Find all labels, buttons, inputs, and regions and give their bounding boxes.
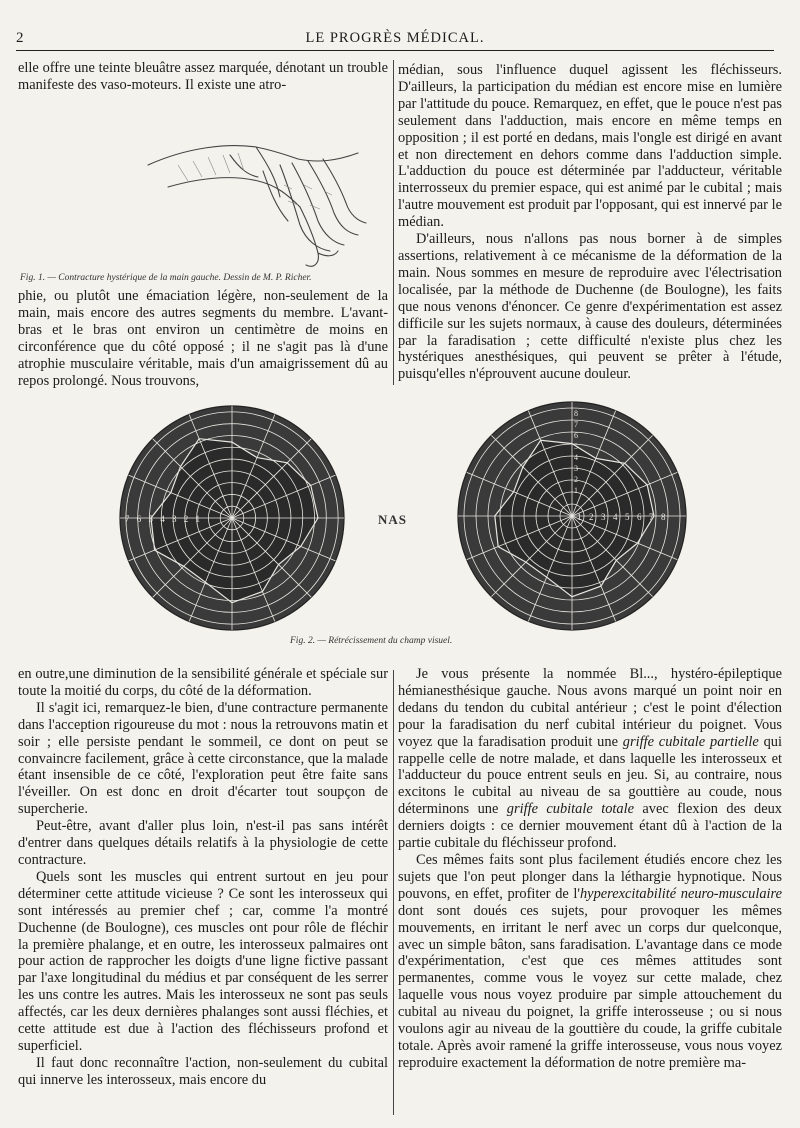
- right-column-top: [398, 62, 782, 383]
- left-bottom-paragraph-1: [18, 666, 388, 700]
- right-chart-scale-label: 2: [588, 512, 594, 522]
- left-column-bottom: [18, 666, 388, 1089]
- left-chart-scale-label: 5: [148, 514, 153, 524]
- figure1-caption: Fig. 1. — Contracture hystérique de la main gauche. Dessin de M. P. Richer.: [20, 273, 312, 283]
- right-chart-vertical-label: 7: [574, 420, 578, 429]
- right-bottom-paragraph-1: [398, 666, 782, 852]
- text-run: Je vous présente la nommée Bl..., hystéro-épileptique hémianesthésique gauche. Nous avons marqué un point noir en dedans du tendon du cubital antérieur ; c'est le point d'élection pour la faradisation du nerf cubital intérieur du poignet. Vous voyez que la faradisation produit une: [398, 666, 782, 750]
- hand-drawing: [18, 125, 383, 283]
- right-bottom-paragraph-2: [398, 852, 782, 1072]
- left-column-mid: [18, 288, 388, 389]
- figure2-caption: Fig. 2. — Rétrécissement du champ visuel.: [290, 636, 453, 646]
- right-chart-vertical-label: 8: [574, 409, 578, 418]
- right-column-bottom: [398, 666, 782, 1072]
- column-divider-top: [393, 60, 394, 385]
- left-chart-scale-label: 7: [124, 514, 130, 524]
- left-chart-scale-label: 1: [195, 514, 201, 524]
- journal-title: LE PROGRÈS MÉDICAL.: [305, 30, 485, 46]
- text-run: qui rappelle celle de notre malade, et dans laquelle les interosseux et l'adducteur du pouce entrent seuls en jeu. Si, au contraire, nous excitons le cubital au niveau de sa gouttière au coude, nous déterminons une: [398, 733, 782, 818]
- left-bottom-paragraph-2: Il s'agit ici, remarquez-le bien, d'une contracture permanente dans l'acception rigoureuse du mot : nous la retrouvons matin et soir ; elle persiste pendant le sommeil, ce dont on peut se convaincre facilement, grâce à cette circonstance, que la malade étant insensible de ce côté, l'exploration peut être faite sans l'éveiller. On est donc en droit d'écarter tout soupçon de supercherie.: [18, 699, 388, 818]
- italic-term: griffe cubitale totale: [506, 801, 634, 818]
- right-chart-vertical-label: 6: [574, 431, 578, 440]
- paragraph-rest: une diminution de la sensibilité générale et spéciale sur toute la moitié du corps, du côté de la déformation.: [18, 666, 388, 699]
- right-chart-scale-label: 7: [648, 512, 654, 522]
- header-rule: [16, 50, 774, 51]
- left-chart-scale-label: 2: [183, 514, 189, 524]
- column-divider-bottom: [393, 670, 394, 1115]
- right-chart-vertical-label: 5: [574, 442, 578, 451]
- right-top-paragraph-1: médian, sous l'influence duquel agissent les fléchisseurs. D'ailleurs, la participation du médian est encore mise en lumière par l'attitude du pouce. Remarquez, en effet, que le pouce n'est pas seulement dans l'adduction, mais encore en même temps en opposition ; il est porté en dedans, mais l'ongle est dirigé en avant et non directement en dehors comme dans l'adduction simple. L'adduction du pouce est déterminée par l'adducteur, véritable interrosseux du premier espace, qui est animé par le cubital ; mais l'autre mouvement est produit par l'opposant, qui est innervé par le médian.: [398, 62, 782, 231]
- right-chart-scale-label: 5: [624, 512, 630, 522]
- right-chart-scale-label: 6: [636, 512, 642, 522]
- paragraph-start: en outre,: [18, 666, 69, 682]
- figure-hand-contracture: [18, 125, 383, 283]
- right-chart-scale-label: 8: [660, 512, 666, 522]
- left-bottom-paragraph-4: Quels sont les muscles qui entrent surtout en jeu pour déterminer cette attitude vicieuse ? Ce sont les interosseux qui sont intéressés au premier chef ; car, comme l'a montré Duchenne (de Boulogne), ces muscles ont pour rôle de fléchir la première phalange, et en outre, les interosseux palmaires ont pour action de rapprocher les doigts d'une ligne fictive passant par l'axe longitudinal du médius et par conséquent de les serrer les uns contre les autres. Mais les interosseux ne sont pas seuls affectés, car les deux dernières phalanges sont aussi fléchies, et cette attitude est due à l'action des fléchisseurs profond et superficiel.: [18, 868, 388, 1054]
- running-header: [16, 30, 774, 50]
- page-number: 2: [16, 30, 24, 46]
- right-chart-vertical-label: 1: [574, 486, 578, 495]
- text-run: Ces mêmes faits sont plus facilement étudiés encore chez les sujets que l'on peut plonger dans la léthargie hypnotique. Nous pouvons, en effet, profiter de l': [398, 851, 782, 902]
- right-chart-vertical-label: 3: [574, 464, 578, 473]
- italic-term: griffe cubitale partielle: [622, 733, 759, 750]
- italic-term: hyperexcitabilité neuro-musculaire: [579, 885, 782, 902]
- left-chart-scale-label: 3: [171, 514, 177, 524]
- left-chart-scale-label: 4: [160, 514, 165, 524]
- left-chart-scale-label: 6: [136, 514, 142, 524]
- nasal-marker: NAS: [378, 512, 408, 527]
- left-bottom-paragraph-3: Peut-être, avant d'aller plus loin, n'est-il pas sans intérêt d'entrer dans quelques détails relatifs à la physiologie de cette contracture.: [18, 818, 388, 868]
- text-run: dont sont doués ces sujets, pour provoquer les mêmes mouvements, en irritant le nerf avec un corps dur quelconque, avec un simple bâton, sans faradisation. L'avantage dans ce mode d'expérimentation, c'est que ces mêmes attitudes sont permanentes, comme vous le voyez sur cette malade, chez laquelle vous nous voyez produire par simple attouchement du cubital au niveau du poignet, la griffe interosseuse ; ou si nous voulons agir au niveau de la gouttière du coude, la griffe cubitale totale. Après avoir ramené la griffe interosseuse, vous nous voyez reproduire exactement la déformation de notre première ma-: [398, 902, 782, 1071]
- text-run: avec flexion des deux derniers doigts : ce dernier mouvement étant dû à l'action de la partie cubitale du fléchisseur profond.: [398, 801, 782, 852]
- right-chart-vertical-label: 4: [574, 453, 578, 462]
- right-chart-scale-label: 3: [600, 512, 606, 522]
- left-top-text: elle offre une teinte bleuâtre assez marquée, dénotant un trouble manifeste des vaso-moteurs. Il existe une atro-: [18, 60, 388, 93]
- right-chart-vertical-label: 2: [574, 475, 578, 484]
- right-chart-scale-label: 4: [612, 512, 618, 522]
- left-mid-text: phie, ou plutôt une émaciation légère, non-seulement de la main, mais encore des autres segments du membre. L'avant-bras et le bras ont environ un centimètre de moins en circonférence que du côté opposé ; il ne s'agit pas là d'une atrophie musculaire véritable, mais d'un amaigrissement dû au repos prolongé. Nous trouvons,: [18, 288, 388, 389]
- left-column-top: [18, 60, 388, 94]
- right-chart-scale-label: 1: [576, 512, 582, 522]
- left-bottom-paragraph-5: Il faut donc reconnaître l'action, non-seulement du cubital qui innerve les interosseux, mais encore du: [18, 1054, 388, 1088]
- right-top-paragraph-2: D'ailleurs, nous n'allons pas nous borner à de simples assertions, relativement à ce mécanisme de la déformation de la main. Nous sommes en mesure de reproduire avec l'électrisation localisée, par la méthode de Duchenne (de Boulogne), les faits que nous venons d'énoncer. Ce genre d'expérimentation est assez difficile sur les sujets normaux, à cause des douleurs, déterminées par la faradisation ; cette difficulté n'existe plus chez les hystériques anesthésiques, qui peuvent se prêter à l'étude, puisqu'elles n'éprouvent aucune douleur.: [398, 231, 782, 383]
